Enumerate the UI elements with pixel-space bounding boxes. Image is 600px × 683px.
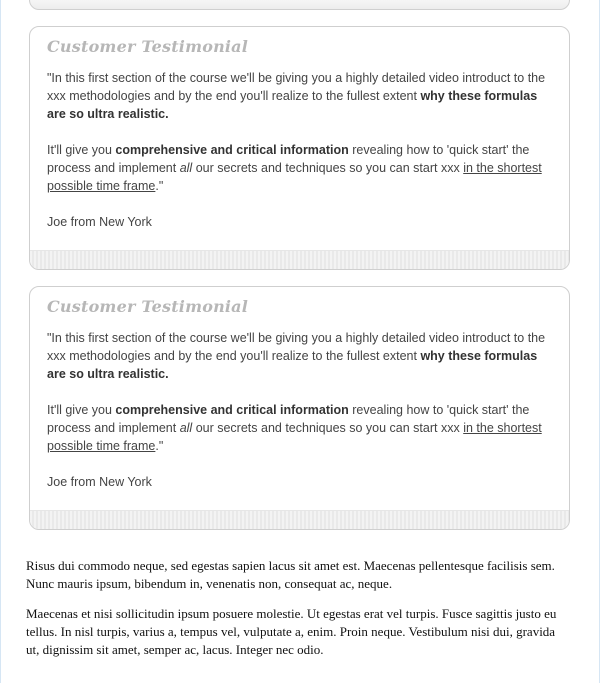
- testimonial-text: .": [155, 439, 164, 453]
- testimonial-paragraph-2: [47, 401, 552, 455]
- testimonial-signature: Joe from New York: [47, 475, 152, 489]
- testimonial-underlined-text: in the shortest possible time frame: [47, 161, 542, 193]
- testimonial-bold-text: comprehensive and critical information: [115, 143, 349, 157]
- testimonial-underlined-text: in the shortest possible time frame: [47, 421, 542, 453]
- testimonial-bold-text: why these formulas are so ultra realistic.: [47, 89, 538, 121]
- testimonial-title: Customer Testimonial: [47, 297, 249, 316]
- testimonial-paragraph-1: [47, 329, 552, 383]
- testimonial-text: our secrets and techniques so you can start xxx: [192, 421, 464, 435]
- testimonial-text: "In this first section of the course we'll be giving you a highly detailed video introduct to the xxx methodologies and by the end you'll realize to the fullest extent: [47, 71, 546, 103]
- testimonial-text: our secrets and techniques so you can start xxx: [192, 161, 464, 175]
- body-paragraph: Risus dui commodo neque, sed egestas sapien lacus sit amet est. Maecenas pellentesque facilisis sem. Nunc mauris ipsum, bibendum in, venenatis non, consequat ac, neque.: [26, 558, 555, 591]
- body-text: [26, 557, 566, 671]
- testimonial-text: revealing how to 'quick start' the process and implement: [47, 403, 530, 435]
- testimonial-italic-text: all: [179, 421, 193, 435]
- testimonial-signature: Joe from New York: [47, 215, 152, 229]
- testimonial-paragraph-1: [47, 69, 552, 123]
- testimonial-paragraph-2: [47, 141, 552, 195]
- testimonial-text: .": [155, 179, 164, 193]
- testimonial-body: [47, 329, 552, 491]
- testimonial-bold-text: why these formulas are so ultra realistic.: [47, 349, 538, 381]
- testimonial-card: [29, 286, 570, 530]
- testimonial-italic-text: all: [179, 161, 193, 175]
- testimonial-text: "In this first section of the course we'll be giving you a highly detailed video introduct to the xxx methodologies and by the end you'll realize to the fullest extent: [47, 331, 546, 363]
- testimonial-text: revealing how to 'quick start' the process and implement: [47, 143, 530, 175]
- testimonial-card: [29, 26, 570, 270]
- body-paragraph: Maecenas et nisi sollicitudin ipsum posuere molestie. Ut egestas erat vel turpis. Fusce sagittis justo eu tellus. In nisl turpis, varius a, tempus vel, vulputate a, enim. Proin neque. Vestibulum nisi dui, gravida ut, dignissim sit amet, semper ac, lacus. Integer nec odio.: [26, 606, 557, 657]
- testimonial-text: It'll give you: [47, 143, 116, 157]
- testimonial-bold-text: comprehensive and critical information: [115, 403, 349, 417]
- testimonial-body: [47, 69, 552, 231]
- previous-box-bottom: [29, 0, 570, 10]
- testimonial-title: Customer Testimonial: [47, 37, 249, 56]
- testimonial-text: It'll give you: [47, 403, 116, 417]
